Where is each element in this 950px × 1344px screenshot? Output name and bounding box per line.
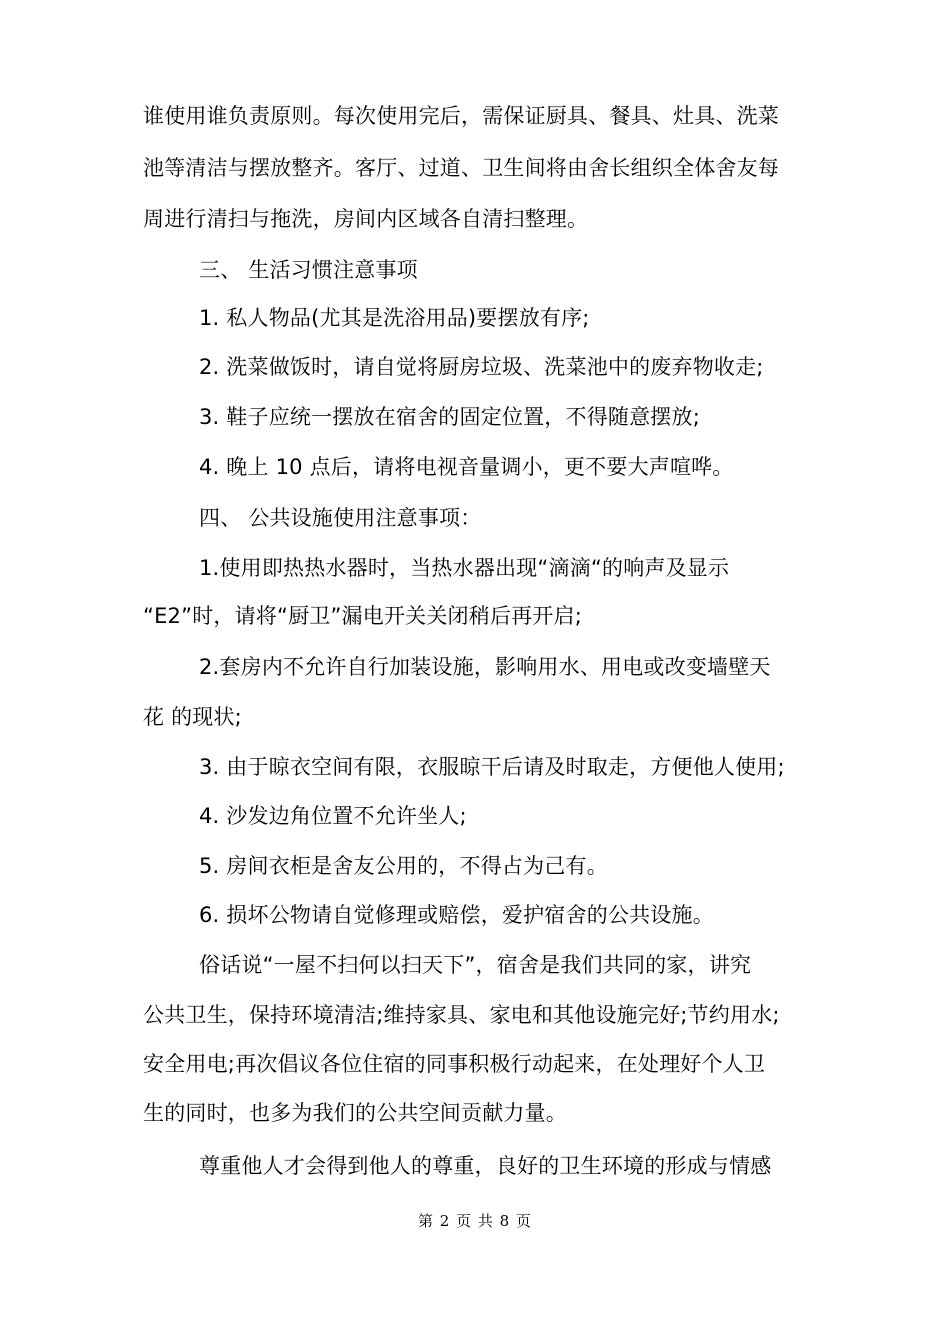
section-heading: 四、 公共设施使用注意事项： [199, 506, 482, 530]
paragraph-line: 俗话说“一屋不扫何以扫天下”，宿舍是我们共同的家，讲究 [199, 953, 752, 977]
list-item: 2.套房内不允许自行加装设施，影响用水、用电或改变墙壁天 [199, 655, 771, 679]
list-item: 2. 洗菜做饭时，请自觉将厨房垃圾、洗菜池中的废弃物收走; [199, 355, 764, 379]
list-item: 1. 私人物品(尤其是洗浴用品)要摆放有序; [199, 306, 590, 330]
list-item: 1.使用即热热水器时，当热水器出现“滴滴“的响声及显示 [199, 556, 730, 580]
paragraph-line: 池等清洁与摆放整齐。客厅、过道、卫生间将由舍长组织全体舍友每 [143, 156, 779, 180]
paragraph-line: 生的同时，也多为我们的公共空间贡献力量。 [143, 1101, 567, 1125]
paragraph-line: 周进行清扫与拖洗，房间内区域各自清扫整理。 [143, 207, 589, 231]
list-item: 4. 沙发边角位置不允许坐人; [199, 804, 467, 828]
paragraph-line: 公共卫生，保持环境清洁;维持家具、家电和其他设施完好;节约用水; [143, 1003, 780, 1027]
list-item: 3. 鞋子应统一摆放在宿舍的固定位置，不得随意摆放; [199, 405, 700, 429]
list-item: 3. 由于晾衣空间有限，衣服晾干后请及时取走，方便他人使用; [199, 755, 785, 779]
section-heading: 三、 生活习惯注意事项 [199, 258, 418, 282]
paragraph-line: 安全用电;再次倡议各位住宿的同事积极行动起来，在处理好个人卫 [143, 1052, 766, 1076]
list-item-continuation: “E2”时，请将“厨卫”漏电开关关闭稍后再开启; [143, 604, 583, 628]
list-item: 5. 房间衣柜是舍友公用的，不得占为己有。 [199, 854, 608, 878]
page-number-footer: 第 2 页 共 8 页 [418, 1212, 532, 1230]
list-item-continuation: 花 的现状; [143, 705, 242, 729]
paragraph-line: 尊重他人才会得到他人的尊重，良好的卫生环境的形成与情感 [199, 1154, 772, 1178]
list-item: 6. 损坏公物请自觉修理或赔偿，爱护宿舍的公共设施。 [199, 903, 714, 927]
list-item: 4. 晚上 10 点后，请将电视音量调小，更不要大声喧哗。 [199, 455, 734, 479]
paragraph-line: 谁使用谁负责原则。每次使用完后，需保证厨具、餐具、灶具、洗菜 [143, 104, 779, 128]
